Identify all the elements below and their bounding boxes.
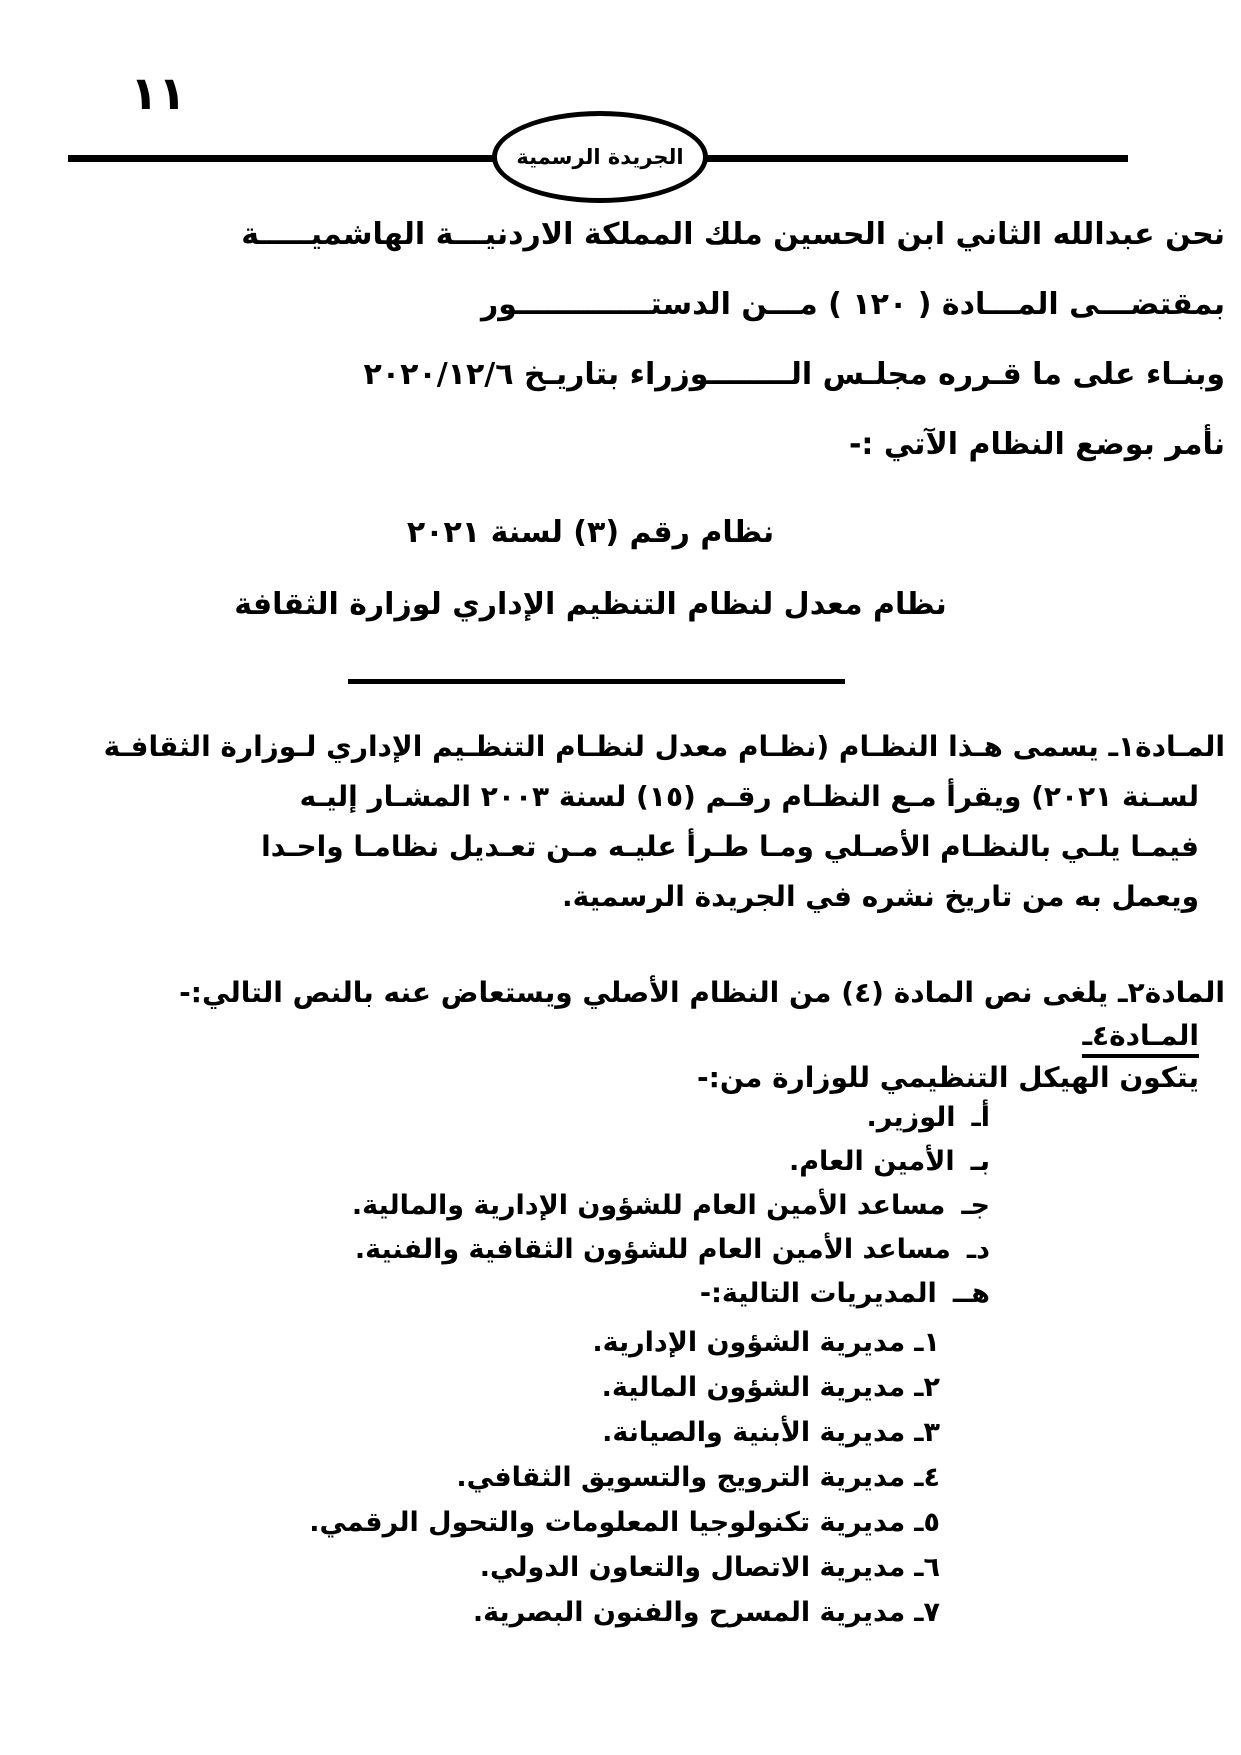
list-item-label: مديرية الاتصال والتعاون الدولي. [479,1552,906,1583]
directorates-numbered-list [309,1320,940,1635]
list-item [352,1140,990,1184]
article-1-paragraph [40,722,1225,922]
list-item [309,1320,940,1365]
list-item-marker: جـ [961,1190,990,1221]
list-item-marker: ٤ـ [914,1462,940,1493]
list-item [309,1590,940,1635]
page-number: ١١ [130,66,187,120]
org-structure-intro: يتكون الهيكل التنظيمي للوزارة من:- [697,1061,1199,1094]
decree-title: نظام رقم (٣) لسنة ٢٠٢١ [406,515,775,550]
list-item-label: مديرية الشؤون الإدارية. [592,1327,906,1358]
list-item [309,1455,940,1500]
org-structure-lettered-list [352,1096,990,1316]
official-gazette-badge-label: الجريدة الرسمية [516,145,684,169]
preamble-line-constitution-article: بمقتضـــى المـــادة ( ١٢٠ ) مـــن الدستـــــــــــــور [480,287,1225,322]
list-item-label: المديريات التالية:- [699,1278,937,1309]
official-gazette-badge [492,111,708,203]
list-item-label: مديرية الأبنية والصيانة. [602,1417,906,1448]
list-item [309,1365,940,1410]
article-1-line: ويعمل به من تاريخ نشره في الجريدة الرسمية. [561,880,1199,913]
list-item [309,1410,940,1455]
list-item [352,1096,990,1140]
list-item-label: مديرية المسرح والفنون البصرية. [472,1597,906,1628]
article-2-intro: المادة٢ـ يلغى نص المادة (٤) من النظام الأصلي ويستعاض عنه بالنص التالي:- [179,976,1225,1009]
article-1-line: المـادة١ـ يسمى هـذا النظـام (نظـام معدل لنظـام التنظـيم الإداري لـوزارة الثقافـة [103,730,1225,763]
list-item [352,1272,990,1316]
title-divider [348,679,845,684]
list-item [309,1545,940,1590]
list-item-label: مساعد الأمين العام للشؤون الإدارية والمالية. [351,1190,946,1221]
list-item-marker: ٥ـ [914,1507,940,1538]
list-item-marker: ٣ـ [914,1417,940,1448]
list-item-marker: ١ـ [914,1327,940,1358]
royal-preamble [40,200,1225,480]
list-item-marker: ٦ـ [914,1552,940,1583]
preamble-line-cabinet-decision: وبنـاء على ما قـرره مجلـس الــــــــوزراء بتاريـخ ٢٠٢٠/١٢/٦ [363,357,1225,392]
decree-heading [90,497,1091,641]
list-item-label: مديرية الترويج والتسويق الثقافي. [456,1462,906,1493]
list-item-marker: ٧ـ [914,1597,940,1628]
preamble-line-order: نأمر بوضع النظام الآتي :- [848,427,1225,462]
list-item-label: الوزير. [866,1102,956,1133]
article-1-line: لسـنة ٢٠٢١) ويقرأ مـع النظـام رقـم (١٥) لسنة ٢٠٠٣ المشـار إليـه [299,780,1199,813]
list-item-marker: هــ [952,1278,990,1309]
list-item-label: مساعد الأمين العام للشؤون الثقافية والفنية. [354,1234,951,1265]
list-item-label: مديرية الشؤون المالية. [601,1372,906,1403]
list-item-label: الأمين العام. [789,1146,955,1177]
article-4-label: المـادة٤ـ [1082,1016,1199,1056]
list-item-marker: ٢ـ [914,1372,940,1403]
list-item [309,1500,940,1545]
list-item [352,1184,990,1228]
list-item-marker: دـ [966,1234,990,1265]
article-1-line: فيمـا يلـي بالنظـام الأصـلي ومـا طـرأ عليـه مـن تعـديل نظامـا واحـدا [261,830,1199,863]
preamble-line-royal-title: نحن عبدالله الثاني ابن الحسين ملك المملكة الاردنيـــة الهاشميـــــة [241,217,1225,252]
list-item-marker: أـ [971,1102,990,1133]
list-item-marker: بـ [970,1146,990,1177]
list-item-label: مديرية تكنولوجيا المعلومات والتحول الرقمي. [309,1507,906,1538]
decree-subtitle: نظام معدل لنظام التنظيم الإداري لوزارة الثقافة [234,587,947,622]
list-item [352,1228,990,1272]
